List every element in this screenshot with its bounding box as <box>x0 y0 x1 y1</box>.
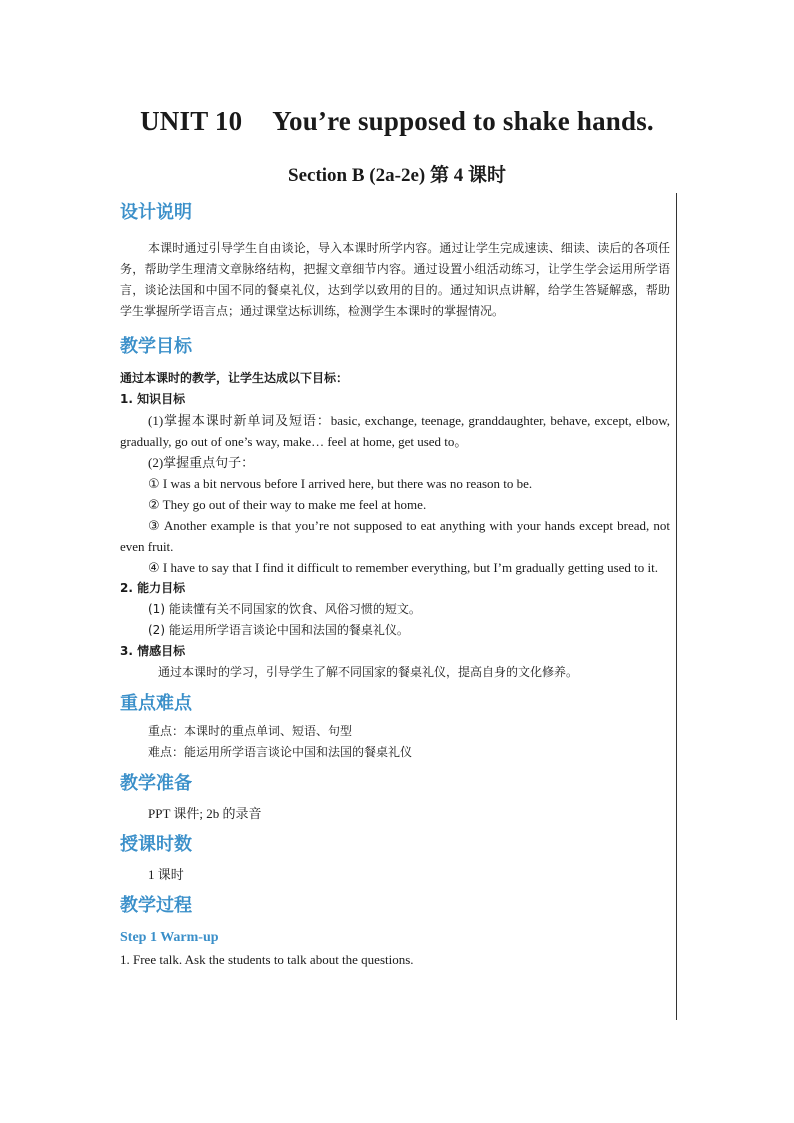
key-point-text: 重点：本课时的重点单词、短语、句型 <box>148 724 353 738</box>
emotion-title: 3. 情感目标 <box>120 644 186 658</box>
ability-item: (2) 能运用所学语言谈论中国和法国的餐桌礼仪。 <box>148 623 409 637</box>
emotion-body: 通过本课时的学习，引导学生了解不同国家的餐桌礼仪，提高自身的文化修养。 <box>158 665 579 679</box>
knowledge-words: (1)掌握本课时新单词及短语：basic, exchange, teenage, granddaughter, behave, except, elbow, gradually, go out of one’s way, make… feel at home, get used to。 <box>120 413 670 449</box>
sentence-item: ② They go out of their way to make me feel at home. <box>148 497 427 512</box>
process-heading: 教学过程 <box>120 895 192 916</box>
difficult-point-text: 难点：能运用所学语言谈论中国和法国的餐桌礼仪 <box>148 745 413 759</box>
step-heading: Step 1 Warm-up <box>120 930 219 945</box>
sentence-item: ④ I have to say that I find it difficult to remember everything, but I’m gradually getting used to it. <box>148 560 658 575</box>
sentence-item: ③ Another example is that you’re not supposed to eat anything with your hands except bread, not even fruit. <box>120 518 670 554</box>
content-body <box>120 200 670 970</box>
objectives-heading: 教学目标 <box>120 336 192 357</box>
sentences-label: (2)掌握重点句子： <box>148 455 255 470</box>
page-subtitle: Section B (2a-2e) 第 4 课时 <box>288 165 506 186</box>
unit-title-text: You’re supposed to shake hands. <box>272 106 654 136</box>
ability-title: 2. 能力目标 <box>120 581 186 595</box>
preparation-heading: 教学准备 <box>120 773 192 794</box>
margin-rule <box>676 193 677 1020</box>
unit-label: UNIT 10 <box>140 106 243 136</box>
preparation-text: PPT 课件; 2b 的录音 <box>148 806 262 821</box>
design-heading: 设计说明 <box>120 202 192 223</box>
class-hours-heading: 授课时数 <box>120 834 192 855</box>
objectives-intro: 通过本课时的教学，让学生达成以下目标： <box>120 371 349 385</box>
class-hours-text: 1 课时 <box>148 867 184 882</box>
step-item: 1. Free talk. Ask the students to talk about the questions. <box>120 952 414 967</box>
sentence-item: ① I was a bit nervous before I arrived here, but there was no reason to be. <box>148 476 533 491</box>
page-title <box>0 106 794 137</box>
knowledge-title: 1. 知识目标 <box>120 392 186 406</box>
design-paragraph: 本课时通过引导学生自由谈论，导入本课时所学内容。通过让学生完成速读、细读、读后的各项任务，帮助学生理清文章脉络结构，把握文章细节内容。通过设置小组活动练习，让学生学会运用所学语言，谈论法国和中国不同的餐桌礼仪，达到学以致用的目的。通过知识点讲解，给学生答疑解惑，帮助学生掌握所学语言点；通过课堂达标训练，检测学生本课时的掌握情况。 <box>120 241 670 318</box>
ability-item: (1) 能读懂有关不同国家的饮食、风俗习惯的短文。 <box>148 602 421 616</box>
key-points-heading: 重点难点 <box>120 693 192 714</box>
